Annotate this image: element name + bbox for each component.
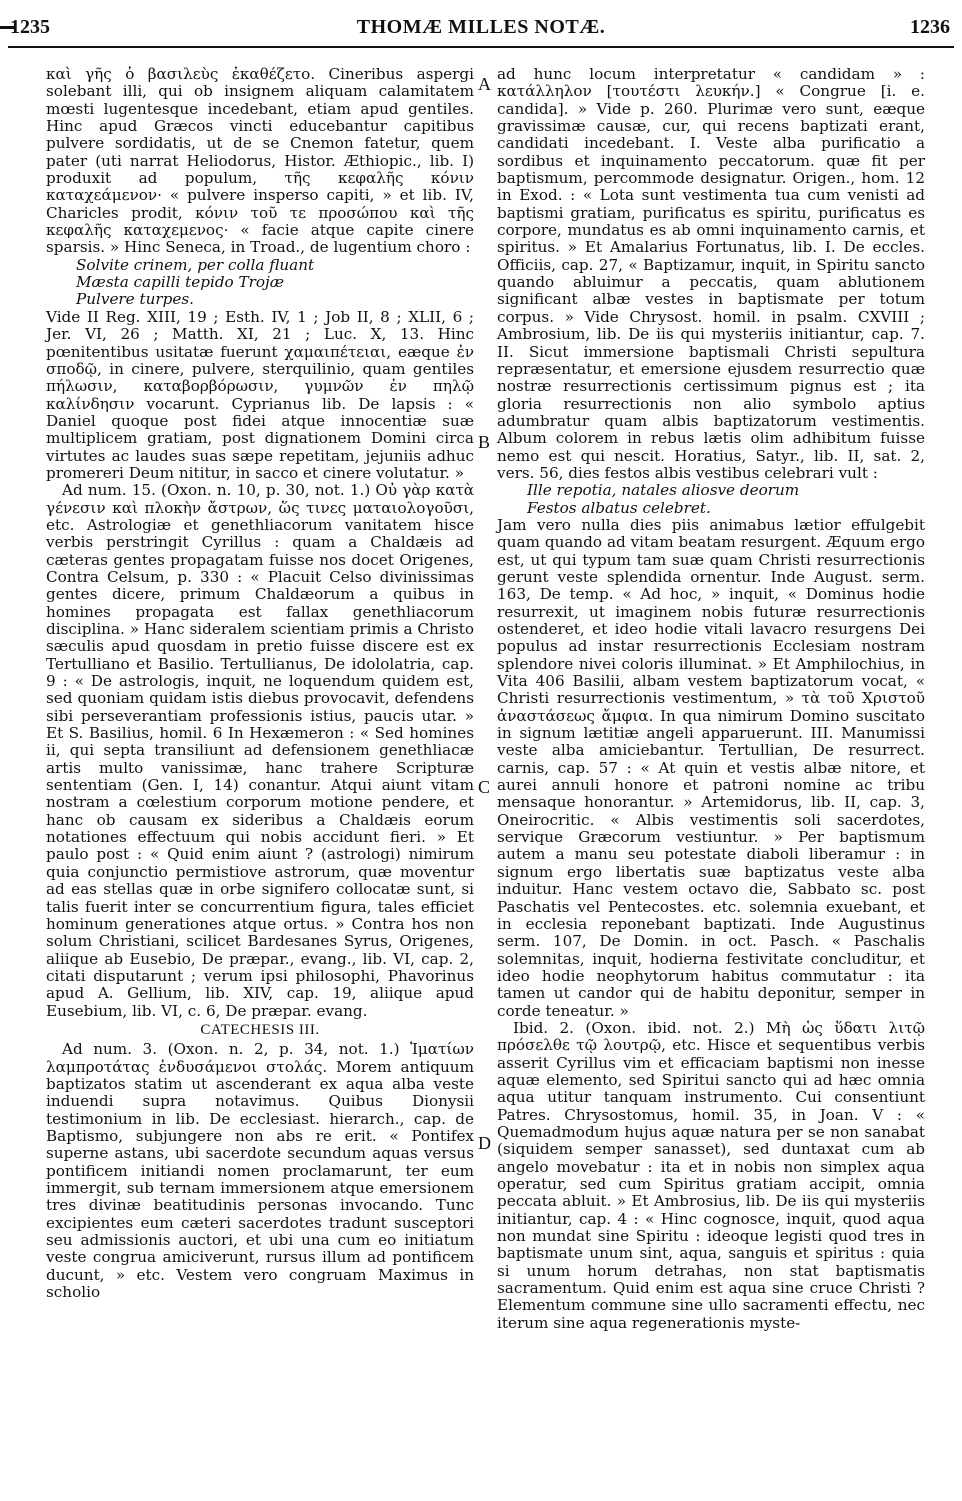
right-paragraph-1: ad hunc locum interpretatur « candidam » : κατάλληλον [τουτέστι λευκήν.] « Congrue [i. e. candida]. » Vide p. 260. Plurimæ vero sunt, eæque gravissimæ causæ, cur, qui recens baptizati erant, candidati incedebant. I. Veste alba purificatio a sordibus et inquinamento peccatorum. quæ fit per baptismum, percommode designatur. Origen., hom. 12 in Exod. : « Lota sunt vestimenta tua cum venisti ad baptismi gratiam, purificatus es spiritu, purificatus es corpore, mundatus es ab omni inquinamento carnis, et spiritus. » Et Amalarius Fortunatus, lib. I. De eccles. Officiis, cap. 27, « Baptizamur, inquit, in Spiritu sancto quando abluimur a peccatis, quam ablutionem significant albæ vestes in baptismate per totum corpus. » Vide Chrysost. homil. in psalm. CXVIII ; Ambrosium, lib. De iis qui mysteriis initiantur, cap. 7. II. Sicut immersione baptismali Christi sepultura repræsentatur, et emersione ejusdem resurrectio quæ nostræ resurrectionis certissimum pignus est ; ita gloria resurrectionis non alio symbolo aptius adumbratur quam albis baptizatorum vestimentis. Album colorem in rebus lætis olim adhibitum fuisse nemo est qui nescit. Horatius, Satyr., lib. II, sat. 2, vers. 56, dies festos albis vestibus celebrari vult : [497,65,925,482]
right-paragraph-3: Ibid. 2. (Oxon. ibid. not. 2.) Μὴ ὡς ὕδατι λιτῷ πρόσελθε τῷ λουτρῷ, etc. Hisce et sequentibus verbis asserit Cyrillus vim et efficaciam baptismi non inesse aquæ elemento, sed Spiritui sancto qui ad hæc omnia aqua utitur tanquam instrumento. Cui consentiunt Patres. Chrysostomus, homil. 35, in Joan. V : « Quemadmodum hujus aquæ natura per se non sanabat (siquidem semper sanasset), sed duntaxat cum ab angelo movebatur : ita et in nobis non simplex aqua operatur, sed cum Spiritus gratiam accipit, omnia peccata abluit. » Et Ambrosius, lib. De iis qui mysteriis initiantur, cap. 4 : « Hinc cognosce, inquit, quod aqua non mundat sine Spiritu : ideoque legisti quod tres in baptismate unum sint, aqua, sanguis et spiritus : quia si unum horum detrahas, non stat baptismatis sacramentum. Quid enim est aqua sine cruce Christi ? Elementum commune sine ullo sacramenti effectu, nec iterum sine aqua regenerationis myste- [497,1018,925,1332]
left-verse [76,257,474,309]
verse-line: Solvite crinem, per colla fluant [76,255,315,274]
section-heading: CATECHESIS III. [200,1021,320,1038]
margin-letter-c: C [478,777,491,797]
column-number-right: 1236 [910,16,950,38]
margin-letter-a: A [478,74,491,94]
margin-letter-d: D [478,1133,491,1153]
right-paragraph-2: Jam vero nulla dies piis animabus lætior effulgebit quam quando ad vitam beatam resurgent. Æquum ergo est, ut qui typum tam suæ quam Christi resurrectionis gerunt veste splendida ornentur. Inde August. serm. 163, De temp. « Ad hoc, » inquit, « Dominus hodie resurrexit, ut imaginem nobis futuræ resurrectionis ostenderet, et ideo hodie vitali lavacro resurgens Dei populus ad instar resurrectionis Ecclesiam nostram splendore nivei coloris illuminat. » Et Amphilochius, in Vita 406 Basilii, albam vestem baptizatorum vocat, « Christi resurrectionis vestimentum, » τὰ τοῦ Χριστοῦ ἀναστάσεως ἄμφια. In qua nimirum Domino suscitato in signum lætitiæ angeli apparuerunt. III. Manumissi veste alba amiciebantur. Tertullian, De resurrect. carnis, cap. 57 : « At quin et vestis albæ nitore, et aurei annuli honore et patroni nomine ac tribu mensaque honorantur. » Artemidorus, lib. II, cap. 3, Oneirocritic. « Albis vestimentis soli sacerdotes, servique Græcorum vestiuntur. » Per baptismum autem a manu seu potestate diaboli liberamur : in signum ergo libertatis suæ baptizatus veste alba induitur. Hanc vestem octavo die, Sabbato sc. post Paschatis vel Pentecostes. etc. solemnia exuebant, et in ecclesia reponebant baptizati. Inde Augustinus serm. 107, De Domin. in oct. Pasch. « Paschalis solemnitas, inquit, hodierna festivitate concluditur, et ideo hodie neophytorum habitus commutatur : ita tamen ut candor qui de habitu deponitur, semper in corde teneatur. » [497,515,925,1020]
right-verse [527,482,925,517]
left-paragraph-1: καὶ γῆς ὁ βασιλεὺς ἐκαθέζετο. Cineribus aspergi solebant illi, qui ob insignem aliquam calamitatem mœsti lugentesque incedebant, etiam apud gentiles. Hinc apud Græcos vincti educebantur capitibus pulvere sordidatis, ut de se Cnemon fatetur, quem pater (uti narrat Heliodorus, Histor. Æthiopic., lib. I) produxit ad populum, τῆς κεφαλῆς κόνιν καταχεάμενον· « pulvere insperso capiti, » et lib. IV, Charicles prodit, κόνιν τοῦ τε προσώπου καὶ τῆς κεφαλῆς καταχεμενος· « facie atque capite cinere sparsis. » Hinc Seneca, in Troad., de lugentium choro : [46,65,474,257]
left-paragraph-2: Vide II Reg. XIII, 19 ; Esth. IV, 1 ; Job II, 8 ; XLII, 6 ; Jer. VI, 26 ; Matth. XI, 21 ; Luc. X, 13. Hinc pœnitentibus usitatæ fuerunt χαμαιπέτειαι, eæque ἐν σποδῷ, in cinere, pulvere, sterquilinio, quam gentiles πήλωσιν, καταβορβόρωσιν, γυμνῶν ἐν πηλῷ καλίνδησιν vocarunt. Cyprianus lib. De lapsis : « Daniel quoque post fidei atque innocentiæ suæ multiplicem gratiam, post dignationem Domini circa virtutes ac laudes suas sæpe repetitam, jejuniis adhuc promereri Deum nititur, in sacco et cinere volutatur. » [46,307,474,482]
left-column [46,66,474,1301]
verse-line: Festos albatus celebret. [527,498,711,517]
verse-line: Pulvere turpes. [76,290,194,309]
right-column [497,66,925,1332]
running-header [8,14,954,44]
running-title: THOMÆ MILLES NOTÆ. [356,16,606,38]
column-number-left: 1235 [10,16,50,38]
left-paragraph-3: Ad num. 15. (Oxon. n. 10, p. 30, not. 1.) Οὐ γὰρ κατὰ γένεσιν καὶ πλοκὴν ἄστρων, ὥς τινες ματαιολογοῦσι, etc. Astrologiæ et genethliacorum vanitatem hisce verbis perstringit Cyrillus : quam a Chaldæis ad cæteras gentes propagatam fuisse nos docet Origenes, Contra Celsum, p. 330 : « Placuit Celso divinissimas gentes dicere, primum Chaldæorum a quibus in homines propagata est fallax genethliacorum disciplina. » Hanc sideralem scientiam primis a Christo sæculis apud quosdam in pretio fuisse discere est ex Tertulliano et Basilio. Tertullianus, De idololatria, cap. 9 : « De astrologis, inquit, ne loquendum quidem est, sed quoniam quidam istis diebus provocavit, defendens sibi perseverantiam professionis istius, paucis utar. » Et S. Basilius, homil. 6 In Hexæmeron : « Sed homines ii, qui septa transiliunt ad defensionem genethliacæ artis multo vanissimæ, hanc trahere Scripturæ sententiam (Gen. I, 14) conantur. Atqui aiunt vitam nostram a cœlestium corporum motione pendere, et hanc ob causam ex sideribus a Chaldæis eorum notationes effectuum qui nobis accidunt fieri. » Et paulo post : « Quid enim aiunt ? (astrologi) nimirum quia conjunctio permistiove astrorum, quæ moventur ad eas stellas quæ in orbe signifero collocatæ sunt, si talis fuerit inter se concurrentium figura, tales efficiet hominum generationes atque ortus. » Contra hos non solum Christiani, scilicet Bardesanes Syrus, Origenes, aliique ab Eusebio, De præpar., evang., lib. VI, cap. 2, citati disputarunt ; verum ipsi philosophi, Phavorinus apud A. Gellium, lib. XIV, cap. 19, aliique apud Eusebium, lib. VI, c. 6, De præpar. evang. [46,481,474,1020]
header-rule [8,46,954,48]
margin-letter-b: B [478,432,491,452]
left-paragraph-4: Ad num. 3. (Oxon. n. 2, p. 34, not. 1.) Ἱματίων λαμπροτάτας ἐνδυσάμενοι στολάς. Morem antiquum baptizatos statim ut ascenderant ex aqua alba veste induendi supra notavimus. Quibus Dionysii testimonium in lib. De ecclesiast. hierarch., cap. de Baptismo, subjungere non abs re erit. « Pontifex superne astans, ubi sacerdote secundum aquas versus pontificem initiandi nomen proclamarunt, ter eum immergit, sub ternam immersionem atque emersionem tres divinæ beatitudinis personas invocando. Tunc excipientes eum cæteri sacerdotes tradunt susceptori seu admissionis auctori, et ubi una cum eo initiatum veste congrua amiciverunt, rursus illum ad pontificem ducunt, » etc. Vestem vero congruam Maximus in scholio [46,1040,474,1302]
verse-line: Ille repotia, natales aliosve deorum [527,481,800,500]
verse-line: Mæsta capilli tepido Trojæ [76,273,285,292]
